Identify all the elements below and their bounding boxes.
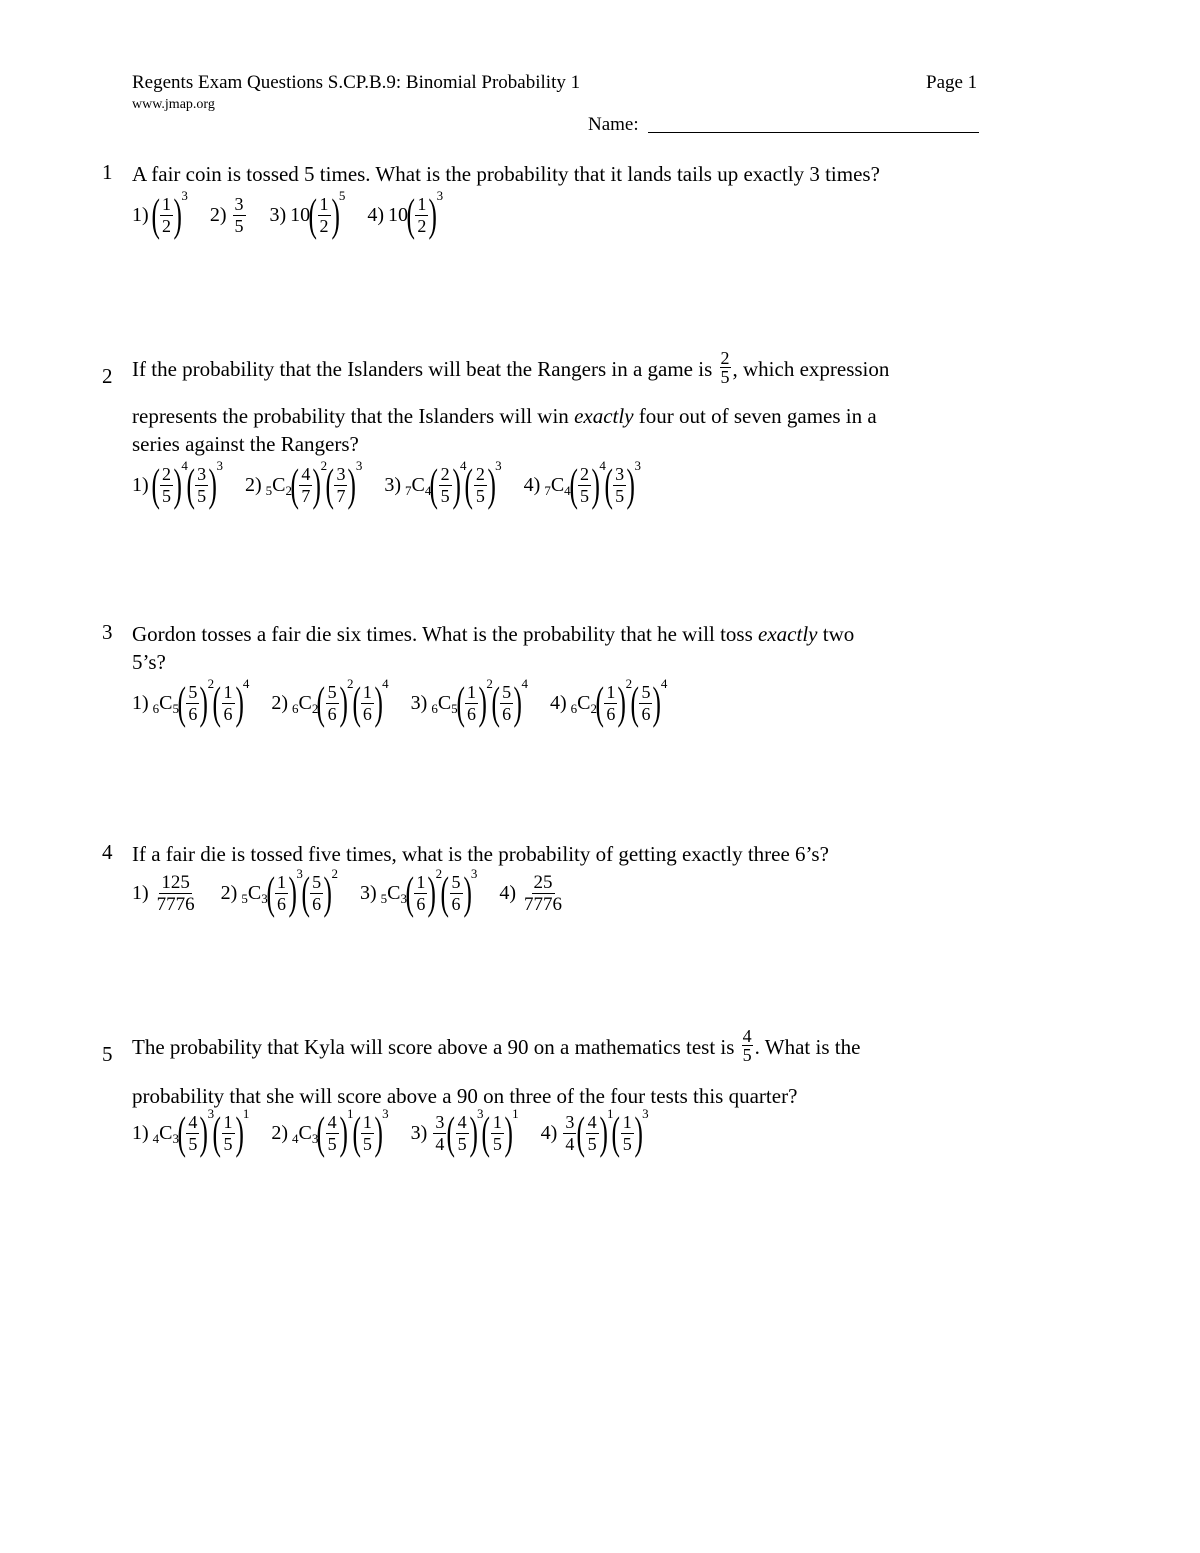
question-2-choices	[132, 458, 663, 510]
question-5-text: The probability that Kyla will score above a 90 on a mathematics test is $\frac{4}{5}$ . What is the	[132, 1025, 861, 1065]
q1-choice-1	[132, 188, 188, 240]
exponent: 3	[181, 188, 188, 203]
paren-group: ( $\frac{1}{2}$ ) 5	[308, 188, 346, 240]
choice-label: 1)	[132, 203, 149, 226]
fraction: $\frac{1}{2}$	[417, 193, 427, 236]
question-2-text-line3: series against the Rangers?	[132, 432, 359, 456]
fraction: $\frac{1}{2}$	[162, 193, 171, 236]
choice-label: 3)	[269, 203, 287, 226]
exponent: 3	[436, 188, 444, 203]
q4-choice-1: 1) $\frac{125}{7776}$	[132, 871, 195, 915]
question-1-text: A fair coin is tossed 5 times. What is the probability that it lands tails up exactly 3 times?	[132, 162, 880, 186]
question-4-text: If a fair die is tossed five times, what is the probability of getting exactly three 6’s?	[132, 842, 829, 866]
question-2-number: 2	[102, 364, 113, 388]
coefficient: 10	[388, 203, 408, 226]
page-number: Page 1	[926, 72, 978, 93]
fraction: $\frac{1}{2}$	[319, 193, 329, 236]
name-line	[648, 132, 979, 133]
q1-choice-4	[367, 188, 444, 240]
q5-choice-2: 2) 4 C 3 ( $\frac{4}{5}$ ) 1 ( $\frac{1}{5}$ ) 3	[271, 1106, 389, 1158]
q5-choice-3: 3) $\frac{3}{4}$ ( $\frac{4}{5}$ ) 3 ( $\frac{1}{5}$ ) 1	[410, 1106, 519, 1158]
question-1-choices	[132, 188, 465, 240]
name-label: Name:	[588, 114, 639, 135]
q4-choice-4: 4) $\frac{25}{7776}$	[499, 871, 562, 915]
inline-fraction: $\frac{4}{5}$	[742, 1025, 752, 1065]
fraction: $\frac{3}{5}$	[234, 193, 244, 236]
choice-label: 4)	[367, 203, 384, 226]
document-title: Regents Exam Questions S.CP.B.9: Binomial Probability 1	[132, 72, 581, 93]
q4-choice-2: 2) 5 C 3 ( $\frac{1}{6}$ ) 3 ( $\frac{5}{6}$ ) 2	[220, 866, 338, 918]
q5-choice-1: 1) 4 C 3 ( $\frac{4}{5}$ ) 3 ( $\frac{1}{5}$ ) 1	[132, 1106, 250, 1158]
website-link: www.jmap.org	[132, 97, 215, 112]
question-3-number: 3	[102, 620, 113, 644]
q3-choice-1: 1) 6 C 5 ( $\frac{5}{6}$ ) 2 ( $\frac{1}{6}$ ) 4	[132, 676, 250, 728]
question-2-text-line2: represents the probability that the Islanders will win exactly four out of seven games in a	[132, 404, 877, 428]
paren-group: ( $\frac{1}{2}$ ) 3	[406, 188, 444, 240]
q3-choice-3: 3) 6 C 5 ( $\frac{1}{6}$ ) 2 ( $\frac{5}{6}$ ) 4	[410, 676, 528, 728]
question-5-choices	[132, 1106, 671, 1158]
coefficient: 10	[290, 203, 311, 226]
q2-choice-3: 3) 7 C 4 ( $\frac{2}{5}$ ) 4 ( $\frac{2}{5}$ ) 3	[384, 458, 502, 510]
question-4-choices	[132, 866, 588, 918]
question-5-text-line2: probability that she will score above a 90 on three of the four tests this quarter?	[132, 1084, 798, 1108]
exponent: 5	[338, 188, 346, 203]
question-3-choices	[132, 676, 689, 728]
question-4-number: 4	[102, 840, 113, 864]
question-5-number: 5	[102, 1042, 113, 1066]
q3-choice-4: 4) 6 C 2 ( $\frac{1}{6}$ ) 2 ( $\frac{5}{6}$ ) 4	[549, 676, 668, 728]
q1-choice-3	[269, 188, 346, 240]
question-1-number: 1	[102, 160, 113, 184]
q2-choice-1: 1) ( $\frac{2}{5}$ ) 4 ( $\frac{3}{5}$ ) 3	[132, 458, 223, 510]
q1-choice-2	[210, 195, 248, 236]
q2-choice-4: 4) 7 C 4 ( $\frac{2}{5}$ ) 4 ( $\frac{3}{5}$ ) 3	[523, 458, 641, 510]
question-3-text: Gordon tosses a fair die six times. What is the probability that he will toss exactly two 5’s?	[132, 622, 855, 674]
q3-choice-2: 2) 6 C 2 ( $\frac{5}{6}$ ) 2 ( $\frac{1}{6}$ ) 4	[271, 676, 389, 728]
inline-fraction: $\frac{2}{5}$	[720, 347, 730, 387]
choice-label: 2)	[209, 203, 227, 226]
q2-choice-2: 2) 5 C 2 ( $\frac{4}{7}$ ) 2 ( $\frac{3}{7}$ ) 3	[244, 458, 363, 510]
paren-group: ( $\frac{1}{2}$ ) 3	[151, 188, 188, 240]
q4-choice-3: 3) 5 C 3 ( $\frac{1}{6}$ ) 2 ( $\frac{5}{6}$ ) 3	[360, 866, 478, 918]
q5-choice-4: 4) $\frac{3}{4}$ ( $\frac{4}{5}$ ) 1 ( $\frac{1}{5}$ ) 3	[540, 1106, 649, 1158]
question-2-text: If the probability that the Islanders will beat the Rangers in a game is $\frac{2}{5}$ , which expression	[132, 347, 890, 387]
